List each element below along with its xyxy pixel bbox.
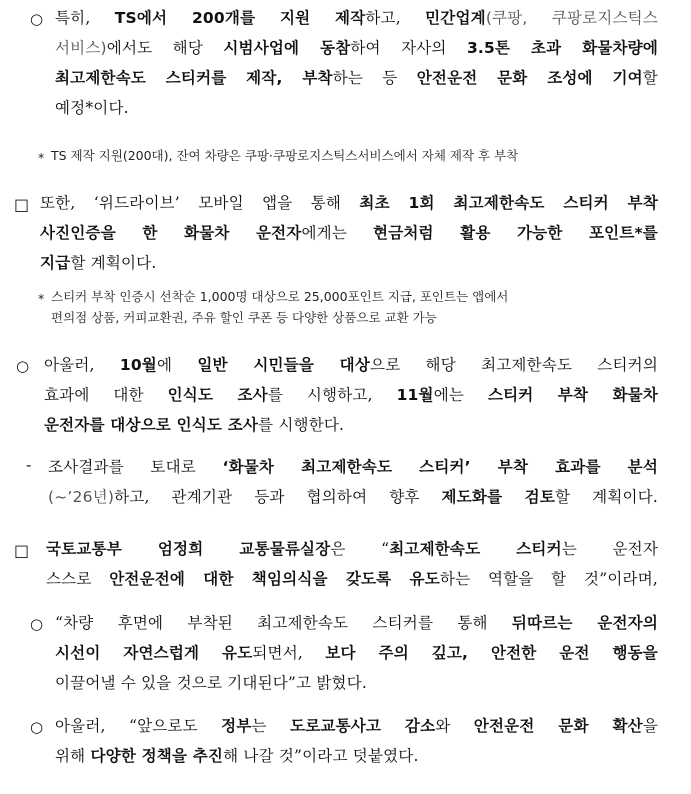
p1-line-2 xyxy=(55,33,658,63)
bold-text-run: 다양한 정책을 추진 xyxy=(90,747,224,765)
paragraph-survey-analysis xyxy=(48,452,658,512)
p3-line-3 xyxy=(44,410,658,440)
bold-text-run: 뒤따르는 운전자의 xyxy=(511,614,658,632)
footnote-asterisk-icon: * xyxy=(38,291,45,306)
text-run: 할 xyxy=(642,69,658,87)
bold-text-run: 안전운전에 대한 책임의식을 갖도록 유도 xyxy=(109,570,440,588)
square-bullet-icon: □ xyxy=(14,195,30,214)
bold-text-run: 정부 xyxy=(221,717,252,735)
text-run: 하고, 관계기관 등과 협의하여 향후 xyxy=(114,488,442,506)
text-run: 되면서, xyxy=(252,644,326,662)
text-run: 으로 해당 최고제한속도 스티커의 xyxy=(370,356,658,374)
bold-text-run: 안전운전 문화 확산 xyxy=(473,717,643,735)
paragraph-policy-quote xyxy=(55,711,658,771)
text-run: 에서도 해당 xyxy=(106,39,224,57)
bold-text-run: 10월 xyxy=(119,356,157,374)
bold-text-run: 일반 시민들을 대상 xyxy=(197,356,371,374)
text-run: 에게는 xyxy=(301,224,374,242)
note-text-run: (쿠팡, 쿠팡로지스틱스 xyxy=(485,9,658,27)
p3-line-1 xyxy=(44,350,658,380)
square-bullet-icon: □ xyxy=(14,541,30,560)
paragraph-driver-attention-quote xyxy=(55,608,658,698)
footnote-2-line-2: 편의점 상품, 커피교환권, 주유 할인 쿠폰 등 다양한 상품으로 교환 가능 xyxy=(51,310,437,325)
text-run: 효과에 대한 xyxy=(44,386,168,404)
bold-text-run: 보다 주의 깊고, 안전한 운전 행동을 xyxy=(325,644,658,662)
text-run: 위해 xyxy=(55,747,91,765)
p5-line-2 xyxy=(46,564,658,594)
text-run: 해 나갈 것”이라고 덧붙였다. xyxy=(223,747,419,765)
text-run: 하는 등 xyxy=(332,69,417,87)
text-run: 예정*이다. xyxy=(55,99,129,117)
bold-text-run: 최초 1회 최고제한속도 스티커 부착 xyxy=(359,194,658,212)
bold-text-run: 최고제한속도 스티커 xyxy=(389,540,562,558)
footnote-points-details xyxy=(51,286,661,328)
text-run: 아울러, “앞으로도 xyxy=(55,717,222,735)
text-run: “차량 후면에 부착된 최고제한속도 스티커를 통해 xyxy=(55,614,512,632)
circle-bullet-icon: ○ xyxy=(16,357,30,375)
text-run: 는 운전자 xyxy=(561,540,658,558)
text-run: 를 시행한다. xyxy=(258,416,345,434)
text-run: 스스로 xyxy=(46,570,110,588)
text-run: 에 xyxy=(156,356,198,374)
bold-text-run: 스티커 부착 화물차 xyxy=(487,386,658,404)
bold-text-run: 민간업계 xyxy=(425,9,486,27)
footnote-1-text: TS 제작 지원(200대), 잔여 차량은 쿠팡·쿠팡로지스틱스서비스에서 자체 제작 후 부착 xyxy=(51,148,519,163)
text-run: 조사결과를 토대로 xyxy=(48,458,223,476)
text-run: 와 xyxy=(435,717,474,735)
text-run: 또한, ‘위드라이브’ 모바일 앱을 통해 xyxy=(40,194,360,212)
p3-line-2 xyxy=(44,380,658,410)
p1-line-3 xyxy=(55,63,658,93)
bold-text-run: 도로교통사고 감소 xyxy=(290,717,436,735)
circle-bullet-icon: ○ xyxy=(30,718,44,736)
bold-text-run: 제도화를 검토 xyxy=(441,488,556,506)
footnote-2-line-1: 스티커 부착 인증시 선착순 1,000명 대상으로 25,000포인트 지급, 포인트는 앱에서 xyxy=(51,289,509,304)
p1-line-1 xyxy=(55,3,658,33)
bold-text-run: TS에서 200개를 지원 제작 xyxy=(114,9,366,27)
bold-text-run: 국토교통부 엄정희 교통물류실장 xyxy=(46,540,331,558)
paragraph-awareness-survey xyxy=(44,350,658,440)
p7-line-1 xyxy=(55,711,658,741)
text-run: 할 계획이다. xyxy=(70,254,157,272)
bold-text-run: 지급 xyxy=(40,254,71,272)
bold-text-run: 시범사업에 동참 xyxy=(223,39,351,57)
p7-line-2 xyxy=(55,741,658,771)
p4-line-2 xyxy=(48,482,658,512)
footnote-asterisk-icon: * xyxy=(38,150,45,165)
text-run: 에는 xyxy=(433,386,488,404)
footnote-production-support xyxy=(51,145,661,166)
p2-line-3 xyxy=(40,248,658,278)
text-run: 는 xyxy=(251,717,291,735)
p1-line-4 xyxy=(55,93,658,123)
bold-text-run: 안전운전 문화 조성에 기여 xyxy=(416,69,643,87)
bold-text-run: ‘화물차 최고제한속도 스티커’ 부착 효과를 분석 xyxy=(222,458,659,476)
note-text-run: (~’26년) xyxy=(48,488,115,506)
p6-line-1 xyxy=(55,608,658,638)
circle-bullet-icon: ○ xyxy=(30,615,44,633)
bold-text-run: 최고제한속도 스티커를 제작, 부착 xyxy=(55,69,333,87)
dash-bullet-icon: - xyxy=(26,456,32,474)
p2-line-1 xyxy=(40,188,658,218)
p6-line-3 xyxy=(55,668,658,698)
paragraph-ministry-quote xyxy=(46,534,658,594)
p2-line-2 xyxy=(40,218,658,248)
circle-bullet-icon: ○ xyxy=(30,10,44,28)
text-run: 하고, xyxy=(365,9,426,27)
note-text-run: 서비스) xyxy=(55,39,107,57)
bold-text-run: 11월 xyxy=(396,386,434,404)
text-run: 은 “ xyxy=(330,540,390,558)
paragraph-sticker-production xyxy=(55,3,658,123)
p6-line-2 xyxy=(55,638,658,668)
paragraph-photo-verification xyxy=(40,188,658,278)
bold-text-run: 인식도 조사 xyxy=(167,386,268,404)
text-run: 를 시행하고, xyxy=(267,386,397,404)
text-run: 하는 역할을 할 것”이라며, xyxy=(439,570,658,588)
bold-text-run: 현금처럼 활용 가능한 포인트*를 xyxy=(373,224,658,242)
bold-text-run: 운전자를 대상으로 인식도 조사 xyxy=(44,416,259,434)
text-run: 할 계획이다. xyxy=(555,488,658,506)
text-run: 특히, xyxy=(55,9,115,27)
p4-line-1 xyxy=(48,452,658,482)
text-run: 이끌어낼 수 있을 것으로 기대된다”고 밝혔다. xyxy=(55,674,368,692)
text-run: 아울러, xyxy=(44,356,120,374)
bold-text-run: 사진인증을 한 화물차 운전자 xyxy=(40,224,302,242)
text-run: 을 xyxy=(642,717,659,735)
bold-text-run: 시선이 자연스럽게 유도 xyxy=(55,644,253,662)
bold-text-run: 3.5톤 초과 화물차량에 xyxy=(466,39,659,57)
p5-line-1 xyxy=(46,534,658,564)
text-run: 하여 자사의 xyxy=(350,39,467,57)
